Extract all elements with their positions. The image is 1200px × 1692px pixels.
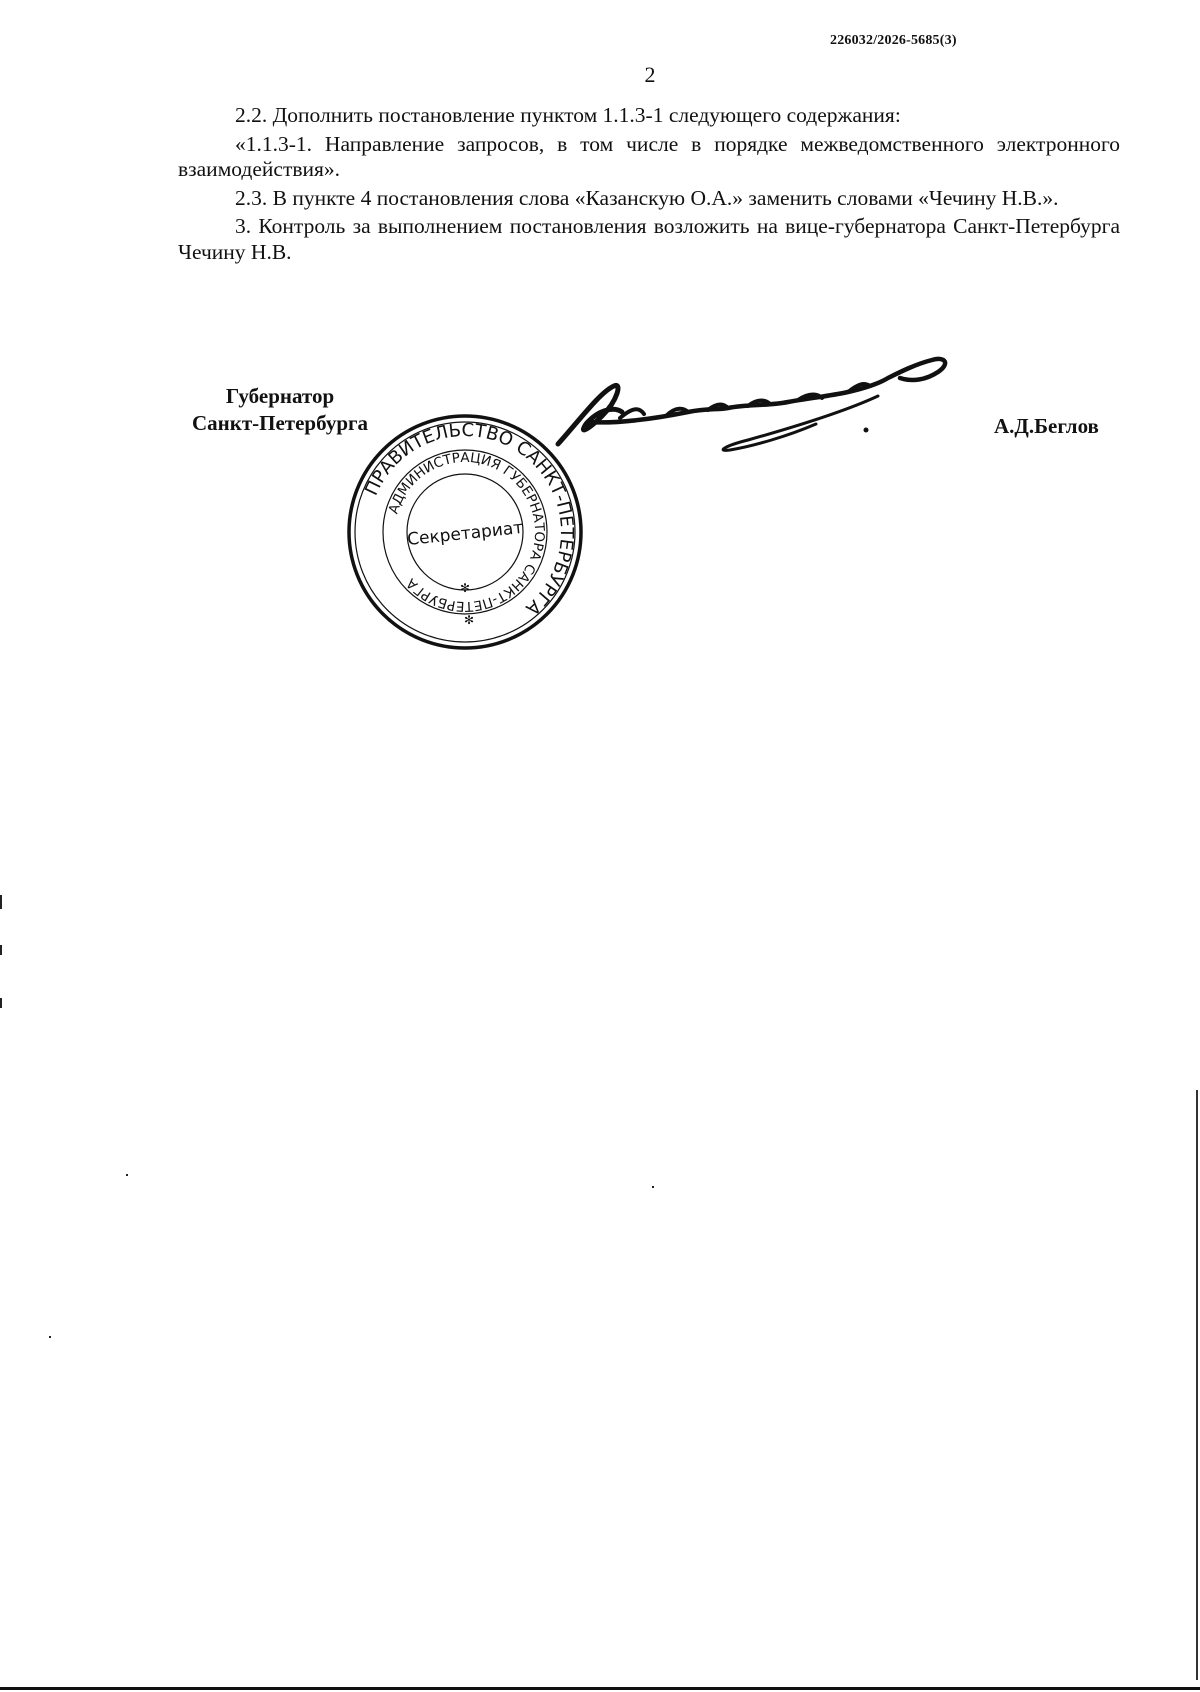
stamp-star-icon: ✻ (463, 613, 475, 627)
stamp-center-text: Секретариат (406, 517, 525, 551)
stamp-outer-text: ПРАВИТЕЛЬСТВО САНКТ-ПЕТЕРБУРГА (361, 419, 578, 620)
scan-artifact (0, 895, 2, 909)
paragraph-2-2: 2.2. Дополнить постановление пунктом 1.1.3-1 следующего содержания: (235, 103, 901, 127)
scan-bottom-edge (0, 1687, 1200, 1690)
signatory-title-line1: Губернатор (225, 384, 335, 408)
paragraph-2-3: 2.3. В пункте 4 постановления слова «Казанскую О.А.» заменить словами «Чечину Н.В.». (235, 185, 1059, 210)
page-number: 2 (644, 62, 656, 87)
stamp-star-icon: ✻ (459, 581, 471, 595)
scan-artifact (49, 1336, 51, 1338)
stamp-inner-text: АДМИНИСТРАЦИЯ ГУБЕРНАТОРА САНКТ-ПЕТЕРБУРГА (385, 449, 548, 615)
scan-artifact (652, 1186, 654, 1188)
signatory-title-line2: Санкт-Петербурга (191, 411, 369, 435)
handwritten-signature (548, 352, 968, 462)
scan-artifact (126, 1174, 128, 1176)
scan-artifact (0, 998, 2, 1008)
paragraph-3: 3. Контроль за выполнением постановления возложить на вице-губернатора Санкт-Петербурга Чечину Н.В. (178, 214, 1120, 264)
paragraph-1-1-3-1: «1.1.3-1. Направление запросов, в том числе в порядке межведомственного электронного взаимодействия». (178, 131, 1120, 181)
scan-artifact (0, 945, 2, 955)
document-registration-number: 226032/2026-5685(3) (830, 33, 957, 48)
scan-edge-line (1196, 1090, 1198, 1680)
signatory-name: А.Д.Беглов (994, 414, 1099, 438)
official-round-stamp (345, 412, 585, 652)
document-body (178, 103, 1120, 268)
